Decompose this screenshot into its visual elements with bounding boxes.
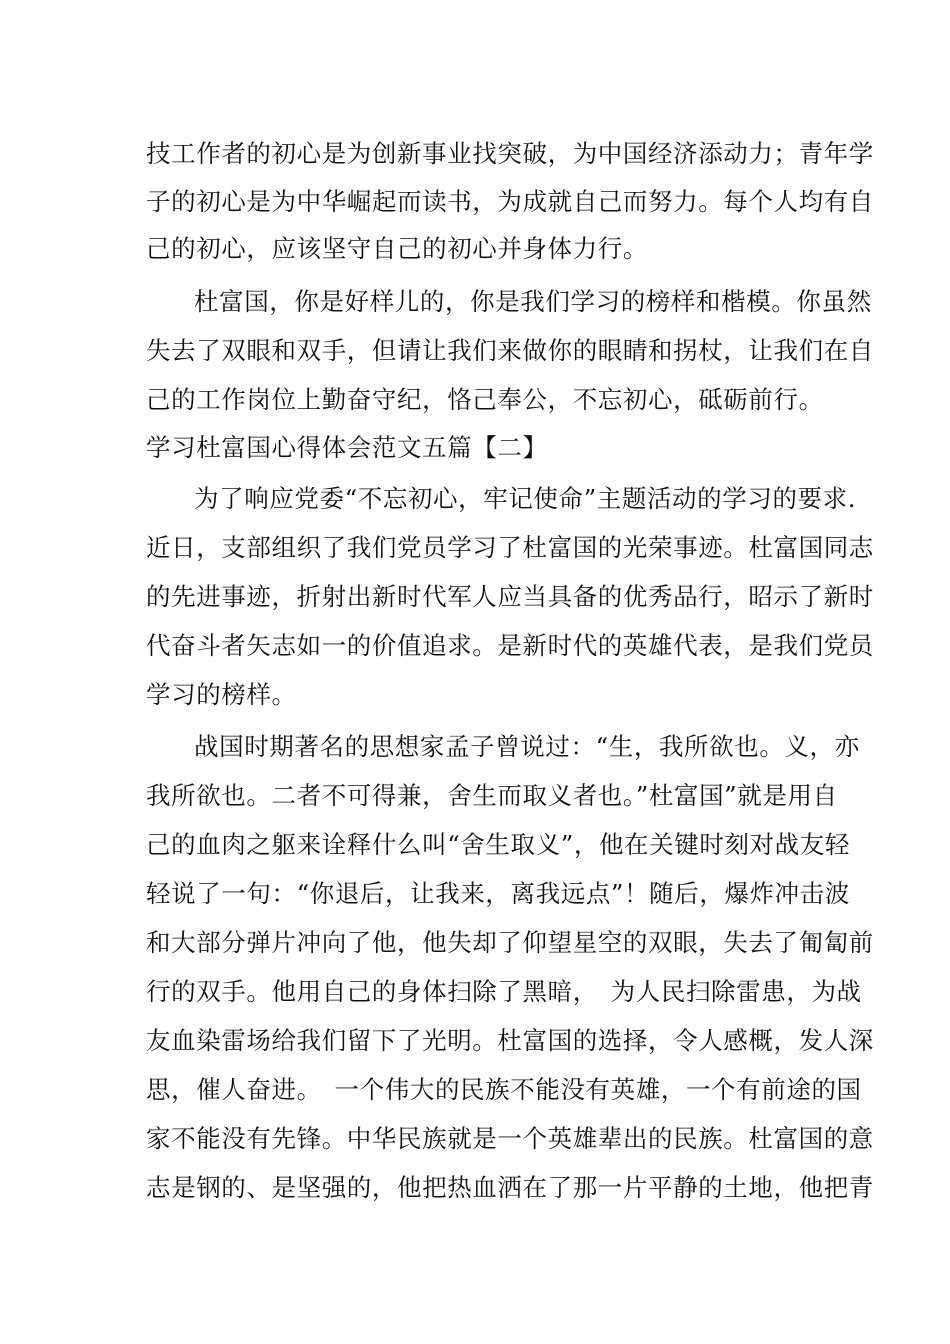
text-line: 学习的榜样。 — [146, 680, 297, 709]
section-heading: 学习杜富国心得体会范文五篇【二】 — [146, 433, 548, 462]
text-line: 己的工作岗位上勤奋守纪，恪己奉公，不忘初心，砥砺前行。 — [146, 385, 824, 414]
text-line: 近日，支部组织了我们党员学习了杜富国的光荣事迹。杜富国同志 — [146, 533, 874, 562]
text-line: 己的初心，应该坚守自己的初心并身体力行。 — [146, 234, 648, 263]
paragraph-first-line: 为了响应党委“不忘初心，牢记使命”主题活动的学习的要求. — [194, 484, 857, 513]
text-line: 失去了双眼和双手，但请让我们来做你的眼睛和拐杖，让我们在自 — [146, 336, 874, 365]
paragraph-first-line: 战国时期著名的思想家孟子曾说过：“生，我所欲也。义，亦 — [194, 732, 860, 761]
paragraph-first-line: 杜富国，你是好样儿的，你是我们学习的榜样和楷模。你虽然 — [194, 287, 872, 316]
text-line: 的先进事迹，折射出新时代军人应当具备的优秀品行，昭示了新时 — [146, 582, 874, 611]
text-line: 行的双手。他用自己的身体扫除了黑暗， 为人民扫除雷患，为战 — [146, 977, 862, 1006]
text-line: 友血染雷场给我们留下了光明。杜富国的选择，令人感概，发人深 — [146, 1026, 874, 1055]
text-line: 子的初心是为中华崛起而读书，为成就自己而努力。每个人均有自 — [146, 187, 874, 216]
text-line: 和大部分弹片冲向了他，他失却了仰望星空的双眼，失去了匍匐前 — [146, 928, 874, 957]
text-line: 己的血肉之躯来诠释什么叫“舍生取义”，他在关键时刻对战友轻 — [146, 830, 850, 859]
text-line: 技工作者的初心是为创新事业找突破，为中国经济添动力；青年学 — [146, 139, 874, 168]
text-line: 我所欲也。二者不可得兼，舍生而取义者也。”杜富国”就是用自 — [146, 781, 838, 810]
text-line: 志是钢的、是坚强的，他把热血洒在了那一片平静的土地，他把青 — [146, 1173, 874, 1202]
text-line: 思，催人奋进。 一个伟大的民族不能没有英雄，一个有前途的国 — [146, 1075, 862, 1104]
text-line: 代奋斗者矢志如一的价值追求。是新时代的英雄代表，是我们党员 — [146, 631, 874, 660]
text-line: 轻说了一句：“你退后，让我来，离我远点”！随后，爆炸冲击波 — [146, 879, 850, 908]
text-line: 家不能没有先锋。中华民族就是一个英雄辈出的民族。杜富国的意 — [146, 1124, 874, 1153]
